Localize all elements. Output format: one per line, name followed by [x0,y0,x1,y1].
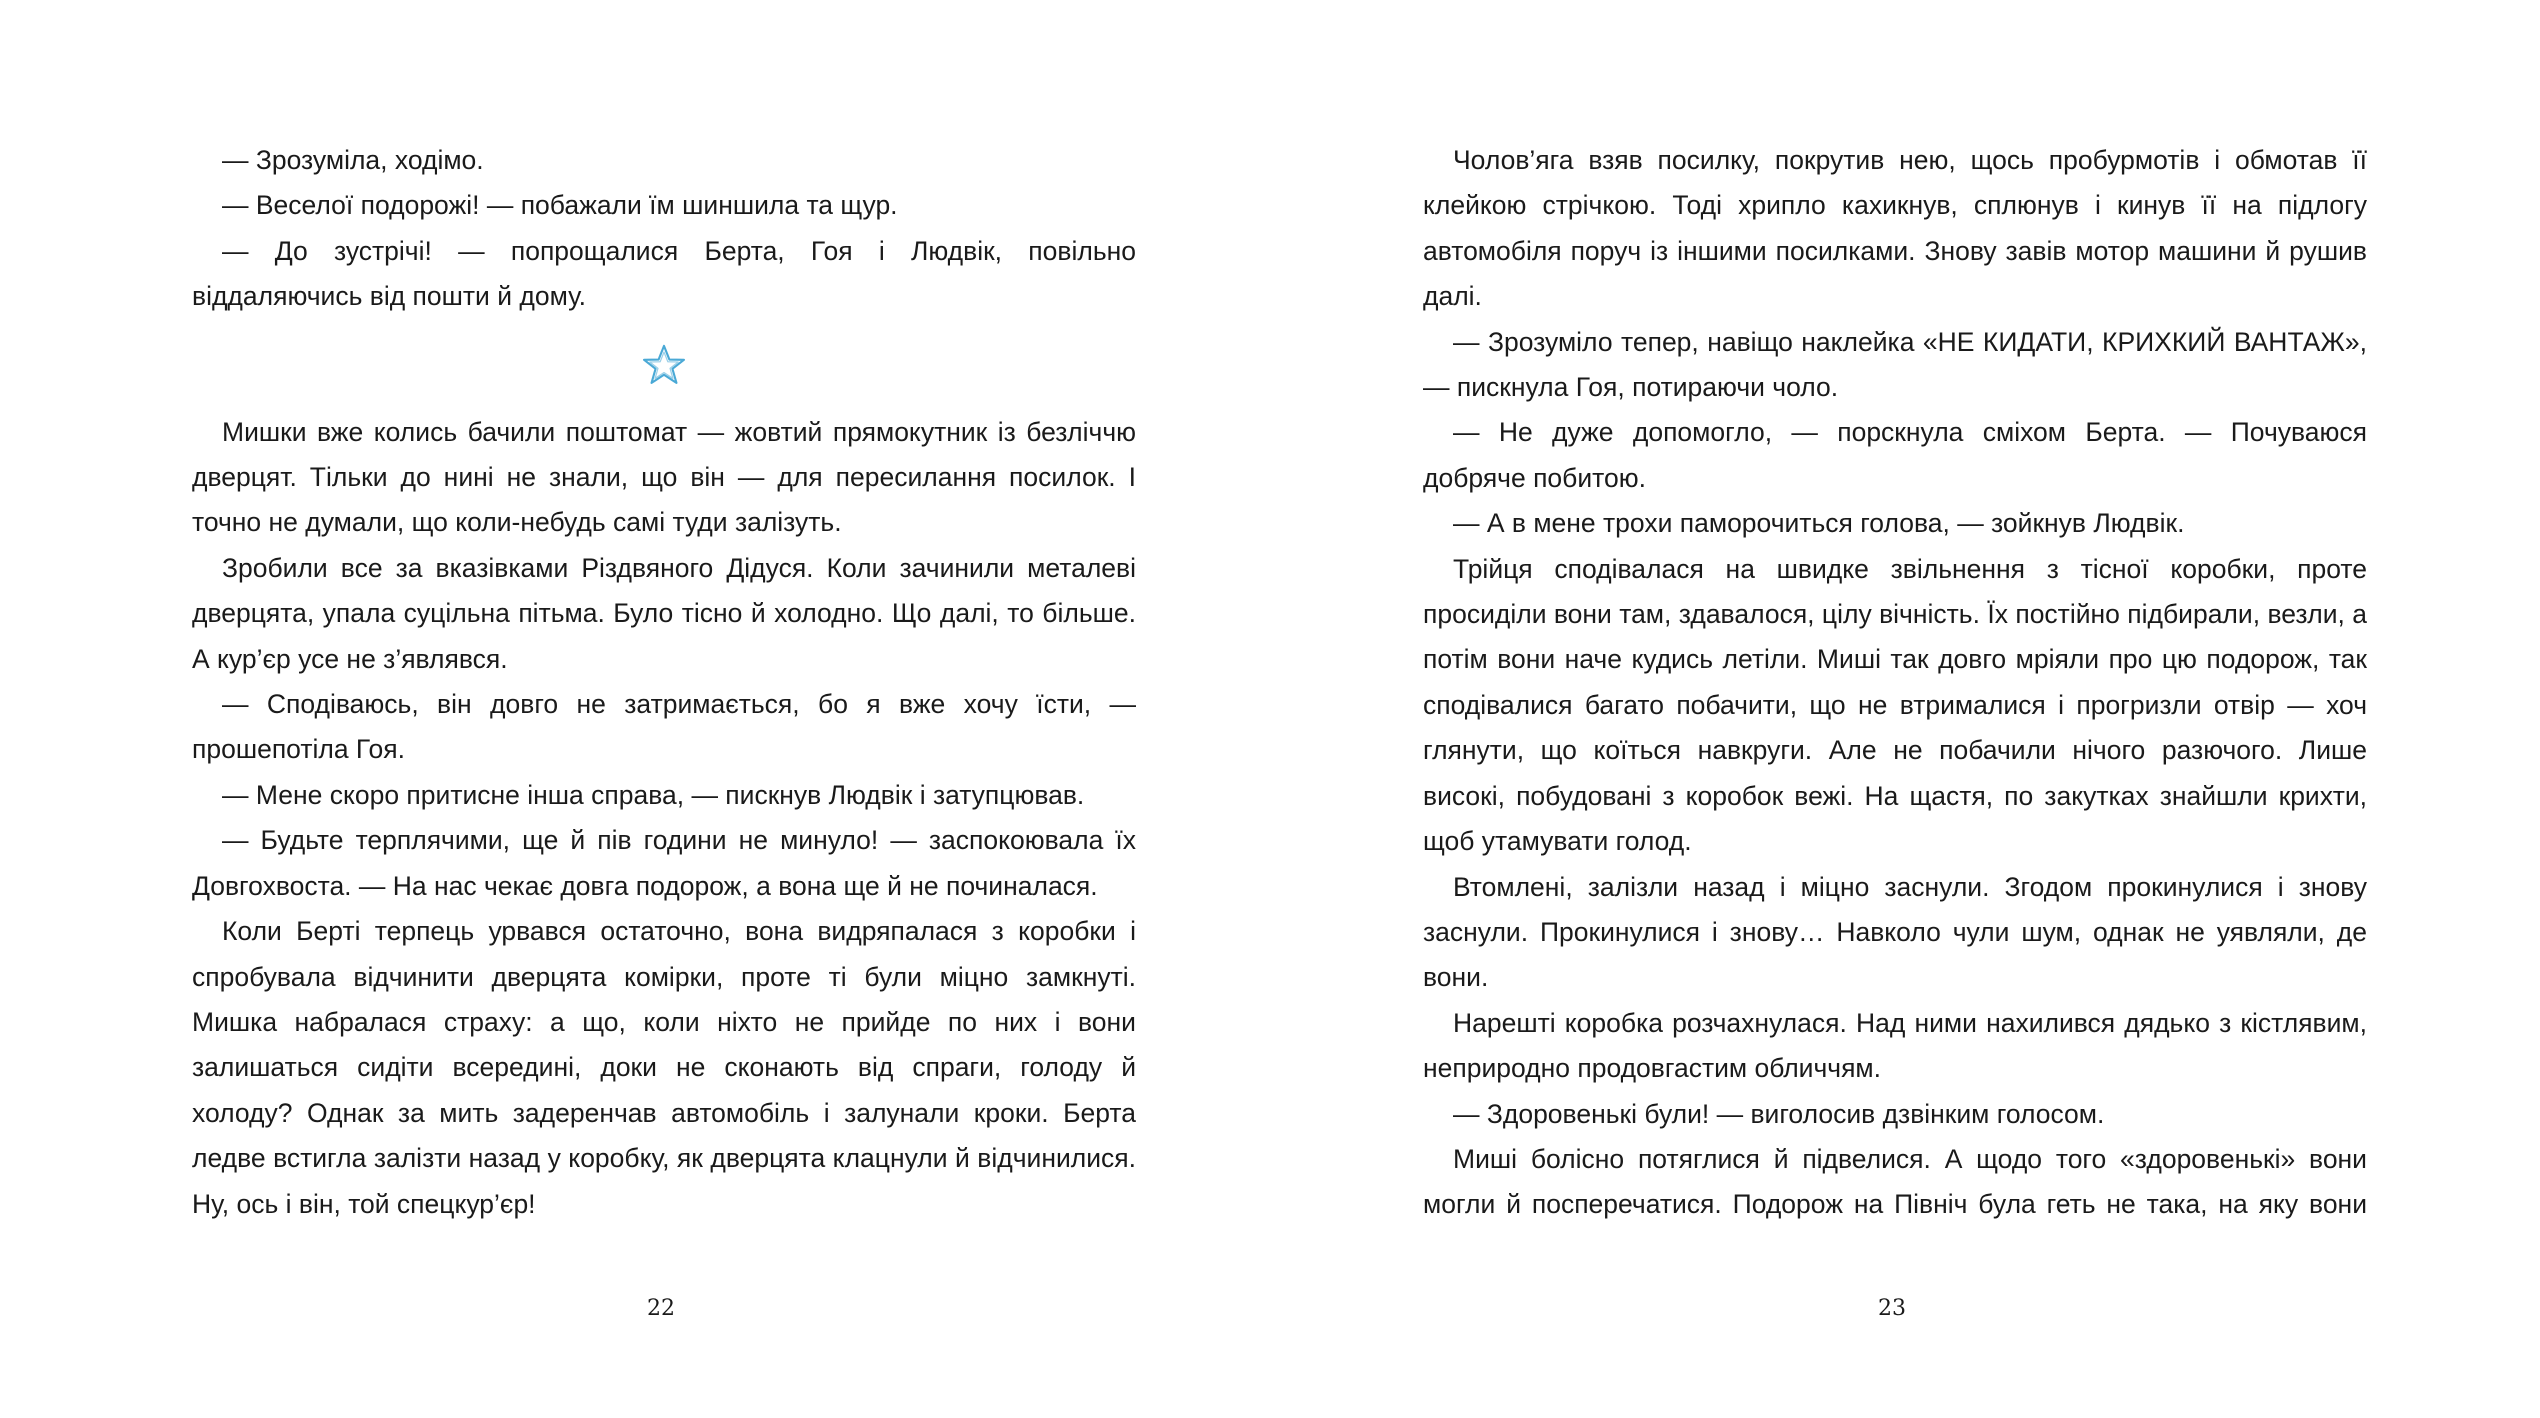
paragraph: Трійця сподівалася на швидке звільнення з тісної коробки, проте просиділи вони там, здавалося, цілу вічність. Їх постійно підбирали, везли, а потім вони наче кудись летіли. Миші так довго мріяли про цю подорож, так сподівалися багато побачити, що не втрималися і прогризли отвір — хоч глянути, що коїться навкруги. Але не побачили нічого разючого. Лише високі, побудовані з коробок вежі. На щастя, по закутках знайшли крихти, щоб утамувати голод. [1423,553,2367,857]
left-text-top [192,138,1136,320]
left-text-bottom [192,410,1136,1227]
paragraph: — Веселої подорожі! — побажали їм шиншила та щур. [222,190,898,221]
section-divider [192,320,1136,410]
paragraph: — Сподіваюсь, він довго не затримається, бо я вже хочу їсти, — прошепотіла Гоя. [192,689,1136,765]
paragraph: Мишки вже колись бачили поштомат — жовтий прямокутник із безліччю дверцят. Тільки до нині не знали, що він — для пересилання посилок. І точно не думали, що коли-небудь самі туди залізуть. [192,416,1136,538]
paragraph: — Не дуже допомогло, — порскнула сміхом Берта. — Почуваюся добряче побитою. [1423,417,2367,493]
right-page [1423,138,2367,1228]
paragraph: Втомлені, залізли назад і міцно заснули. Згодом прокинулися і знову заснули. Прокинулися і знову… Навколо чули шум, однак не уявляли, де вони. [1423,871,2367,993]
paragraph: Миші болісно потяглися й підвелися. А щодо того «здоровенькі» вони могли й посперечатися. Подорож на Північ була геть не така, на яку вони [1423,1143,2367,1220]
page-number-right: 23 [1878,1296,1906,1321]
star-outline-icon [641,342,687,388]
paragraph: — А в мене трохи паморочиться голова, — зойкнув Людвік. [1453,508,2185,539]
paragraph: — Здоровенькі були! — виголосив дзвінким голосом. [1453,1098,2105,1129]
paragraph: — Зрозуміло тепер, навіщо наклейка «НЕ КИДАТИ, КРИХКИЙ ВАНТАЖ», — пискнула Гоя, потираючи чоло. [1423,326,2367,403]
paragraph: — Мене скоро притисне інша справа, — пискнув Людвік і затупцював. [222,779,1085,810]
paragraph: Нарешті коробка розчахнулася. Над ними нахилився дядько з кістлявим, неприродно продовгастим обличчям. [1423,1007,2367,1084]
paragraph: Зробили все за вказівками Різдвяного Дідуся. Коли зачинили металеві дверцята, упала суцільна пітьма. Було тісно й холодно. Що далі, то більше. А кур’єр усе не з’являвся. [192,552,1136,674]
left-page [192,138,1136,1227]
paragraph: — До зустрічі! — попрощалися Берта, Гоя і Людвік, повільно віддаляючись від пошти й дому. [192,235,1136,312]
paragraph: — Зрозуміла, ходімо. [222,145,484,175]
paragraph: Коли Берті терпець урвався остаточно, вона видряпалася з коробки і спробувала відчинити дверцята комірки, проте ті були міцно замкнуті. Мишка набралася страху: а що, коли ніхто не прийде по них і вони залишаться сидіти всередині, доки не сконають від спраги, голоду й холоду? Однак за мить задеренчав автомобіль і залунали кроки. Берта ледве встигла залізти назад у коробку, як дверцята клацнули й відчинилися. Ну, ось і він, той спецкур’єр! [192,916,1136,1219]
paragraph: — Будьте терплячими, ще й пів години не минуло! — заспокоювала їх Довгохвоста. — На нас чекає довга подорож, а вона ще й не починалася. [192,825,1136,901]
paragraph: Чолов’яга взяв посилку, покрутив нею, щось пробурмотів і обмотав її клейкою стрічкою. Тоді хрипло кахикнув, сплюнув і кинув її на підлогу автомобіля поруч із іншими посилками. Знову завів мотор машини й рушив далі. [1423,145,2367,312]
right-text [1423,138,2367,1228]
page-number-left: 22 [647,1296,675,1321]
